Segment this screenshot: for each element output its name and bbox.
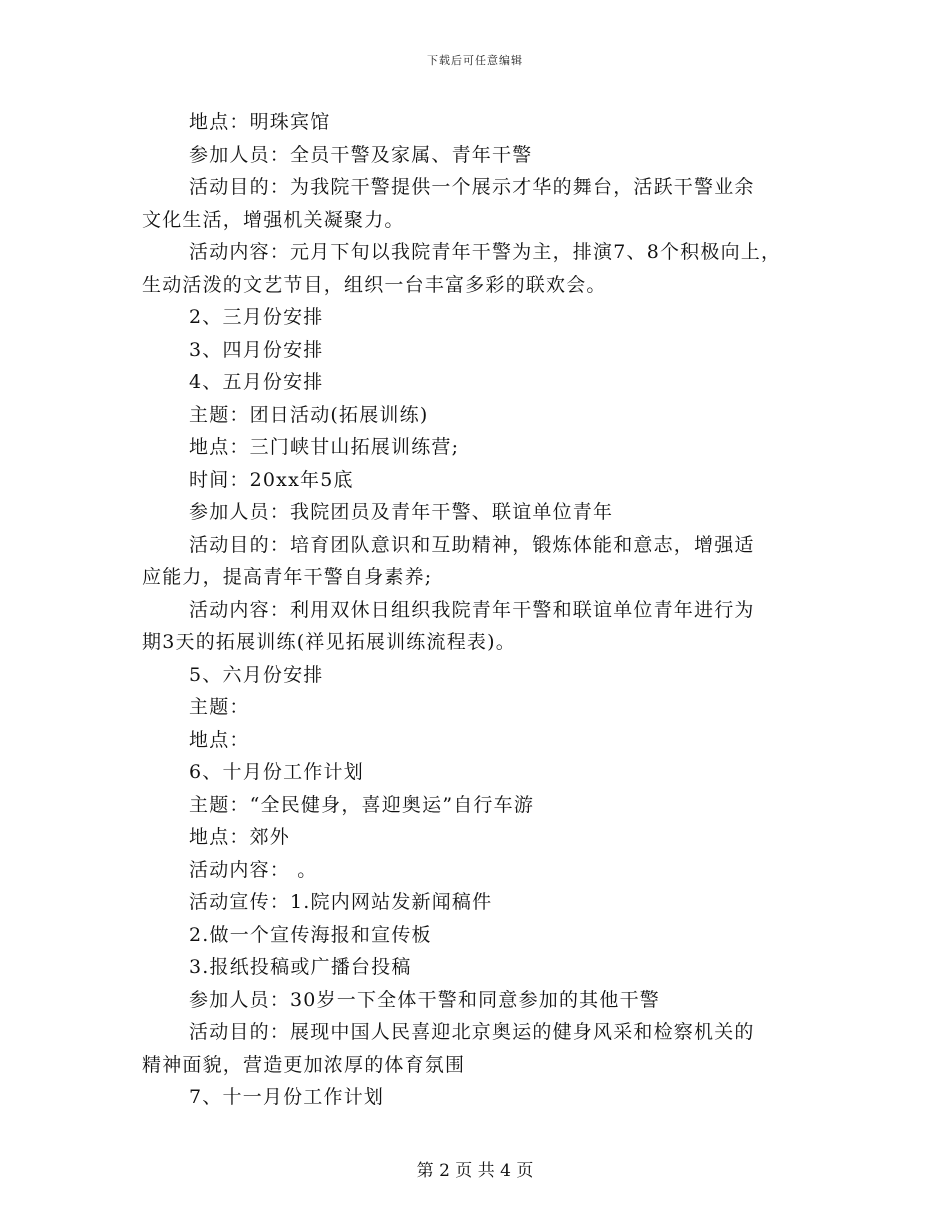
text-line: 活动宣传：1.院内网站发新闻稿件 — [189, 891, 493, 913]
text-line: 2.做一个宣传海报和宣传板 — [189, 923, 432, 946]
text-line: 4、五月份安排 — [189, 371, 324, 393]
text-line: 活动内容： 。 — [189, 858, 318, 881]
text-line: 活动目的：展现中国人民喜迎北京奥运的健身风采和检察机关的 — [189, 1021, 755, 1043]
text-line: 主题：“全民健身，喜迎奥运”自行车游 — [189, 793, 535, 816]
document-body — [142, 106, 822, 1114]
text-line: 参加人员：30岁一下全体干警和同意参加的其他干警 — [189, 988, 660, 1011]
text-line: 精神面貌，营造更加浓厚的体育氛围 — [142, 1053, 466, 1076]
text-line: 7、十一月份工作计划 — [189, 1086, 385, 1108]
text-line: 参加人员：全员干警及家属、青年干警 — [189, 143, 533, 166]
text-line: 应能力，提高青年干警自身素养; — [142, 566, 433, 588]
text-line: 3.报纸投稿或广播台投稿 — [189, 956, 412, 978]
text-line: 3、四月份安排 — [189, 338, 324, 361]
text-line: 5、六月份安排 — [189, 663, 324, 686]
page-number-label: 第 2 页 共 4 页 — [416, 1161, 534, 1181]
text-line: 参加人员：我院团员及青年干警、联谊单位青年 — [189, 501, 614, 523]
text-line: 活动内容：利用双休日组织我院青年干警和联谊单位青年进行为 — [189, 598, 755, 621]
page-footer — [0, 1156, 950, 1181]
text-line: 地点：明珠宾馆 — [189, 111, 331, 133]
page-header: 下载后可任意编辑 — [427, 54, 523, 67]
text-line: 活动内容：元月下旬以我院青年干警为主，排演7、8个积极向上， — [189, 241, 782, 263]
text-line: 地点：郊外 — [189, 826, 291, 848]
text-line: 主题： — [189, 696, 250, 718]
text-line: 地点：三门峡甘山拓展训练营; — [189, 436, 460, 458]
text-line: 2、三月份安排 — [189, 306, 324, 328]
text-line: 文化生活，增强机关凝聚力。 — [142, 208, 405, 231]
text-line: 地点： — [189, 728, 250, 751]
text-line: 活动目的：培育团队意识和互助精神，锻炼体能和意志，增强适 — [189, 533, 755, 556]
text-line: 6、十月份工作计划 — [189, 761, 364, 783]
text-line: 活动目的：为我院干警提供一个展示才华的舞台，活跃干警业余 — [189, 176, 755, 198]
text-line: 生动活泼的文艺节目，组织一台丰富多彩的联欢会。 — [142, 273, 607, 296]
text-line: 时间：20xx年5底 — [189, 468, 354, 491]
text-line: 期3天的拓展训练(祥见拓展训练流程表)。 — [142, 631, 516, 653]
text-line: 主题：团日活动(拓展训练) — [189, 403, 429, 426]
